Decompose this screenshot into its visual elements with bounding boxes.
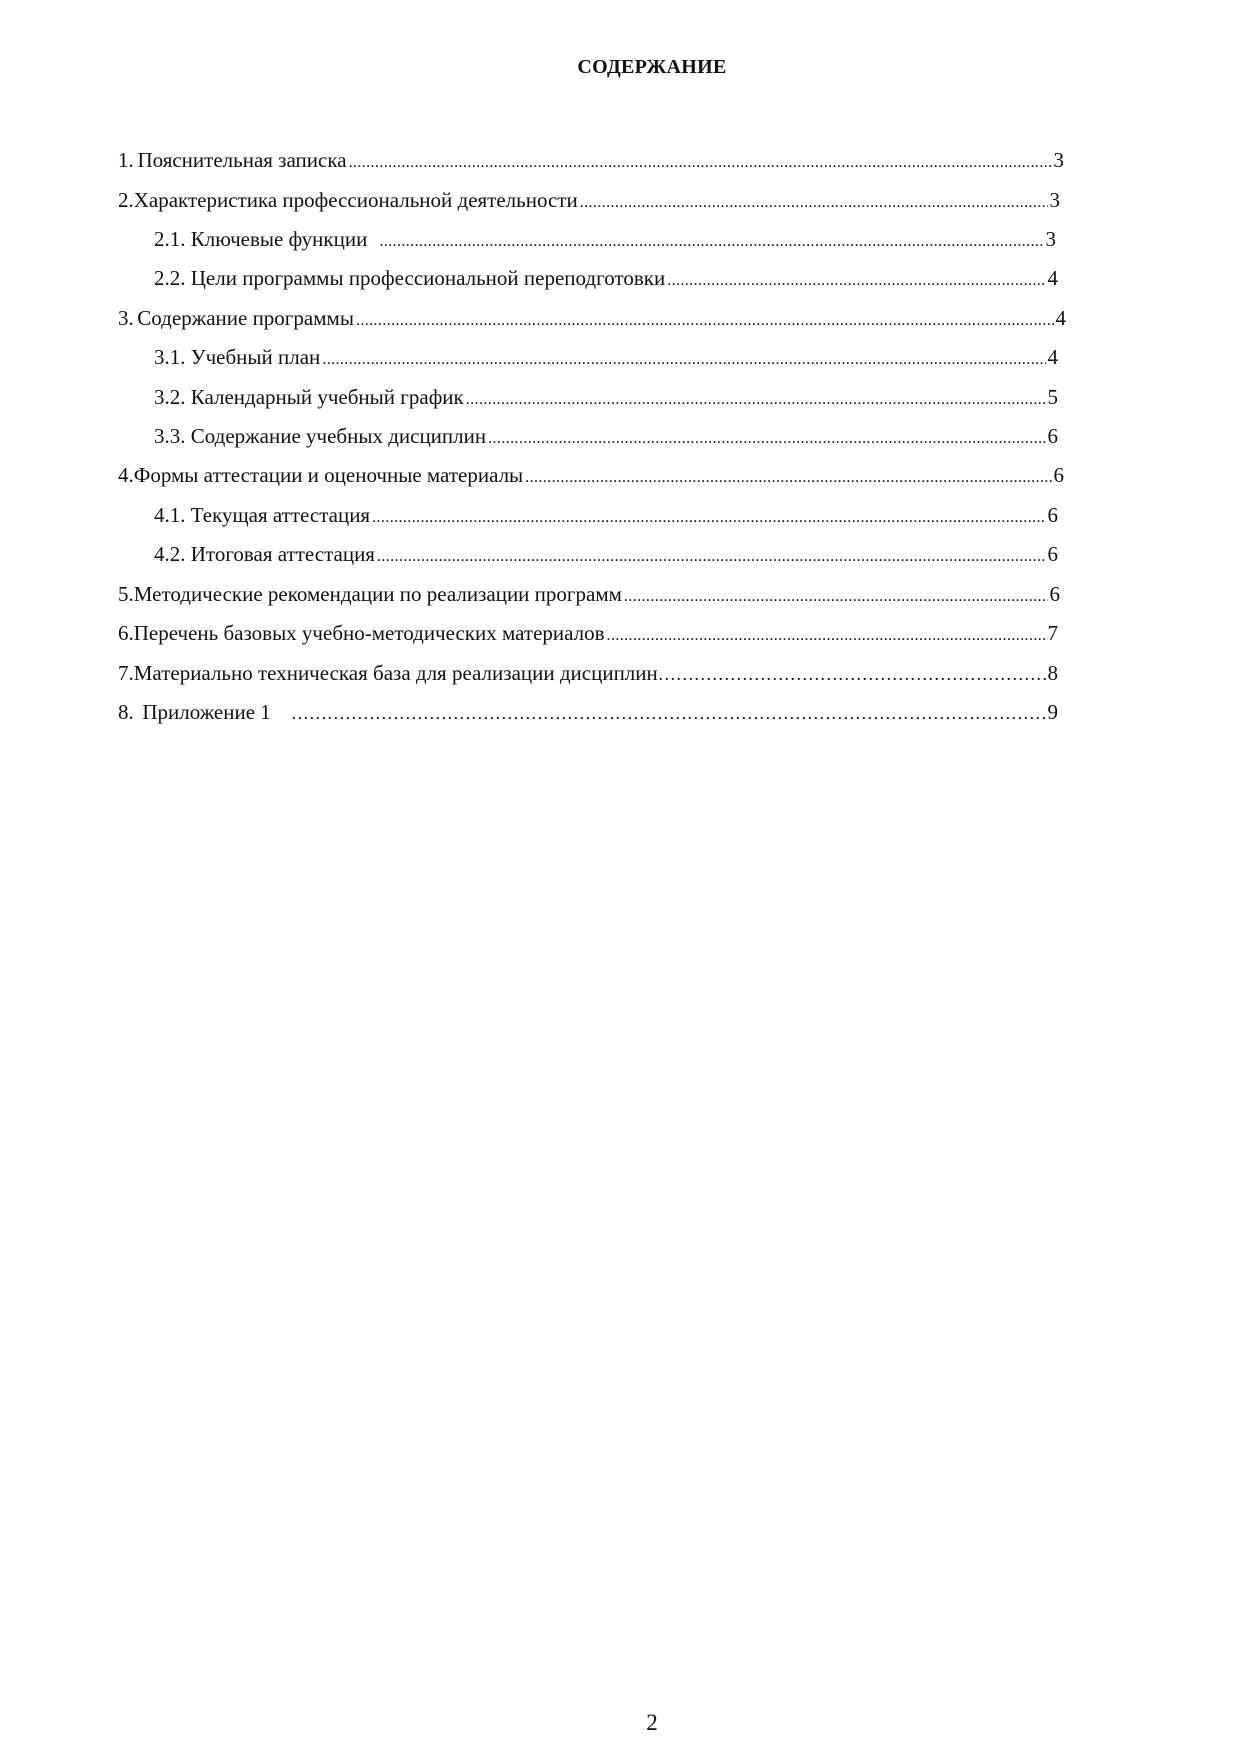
toc-entry-page: 7: [1047, 621, 1058, 645]
toc-entry-number: 3.: [118, 306, 134, 330]
toc-leader-dots: [624, 581, 1048, 610]
toc-entry[interactable]: [154, 423, 1058, 452]
toc-entry-page: 8: [1047, 661, 1058, 685]
toc-entry[interactable]: [118, 581, 1060, 610]
toc-entry-title: 3.1. Учебный план: [154, 345, 321, 369]
toc-entry-title: 3.3. Содержание учебных дисциплин: [154, 424, 487, 448]
toc-leader-dots: [356, 305, 1054, 334]
toc-leader-dots: [525, 462, 1051, 491]
toc-entry-page: 6: [1047, 503, 1058, 527]
toc-entry[interactable]: [118, 699, 1058, 726]
toc-entry-page: 4: [1055, 306, 1066, 330]
toc-entry-title: 2.2. Цели программы профессиональной переподготовки: [154, 266, 666, 290]
toc-entry-number: 4.: [118, 463, 134, 487]
toc-entry-title: Методические рекомендации по реализации программ: [133, 582, 622, 606]
toc-entry-page: 6: [1047, 424, 1058, 448]
toc-leader-dots: [379, 226, 1043, 255]
toc-entry-title: 4.1. Текущая аттестация: [154, 503, 371, 527]
toc-entry-number: 7.: [118, 661, 134, 685]
toc-entry[interactable]: [154, 502, 1058, 531]
toc-entry-title: Содержание программы: [137, 306, 354, 330]
toc-entry-title: Перечень базовых учебно-методических материалов: [133, 621, 605, 645]
toc-leader-dots: [372, 502, 1045, 531]
table-of-contents: [0, 0, 1241, 760]
toc-leader-dots: [658, 660, 1046, 687]
toc-entry-title: Материально техническая база для реализации дисциплин: [133, 661, 658, 685]
toc-entry[interactable]: [154, 226, 1056, 255]
toc-leader-dots: [322, 344, 1045, 373]
toc-entry[interactable]: [118, 305, 1066, 334]
toc-leader-dots: [607, 620, 1046, 649]
toc-entry-number: 1.: [118, 148, 134, 172]
toc-entry-page: 4: [1047, 266, 1058, 290]
toc-entry-title: 3.2. Календарный учебный график: [154, 385, 464, 409]
toc-leader-dots: [349, 147, 1052, 176]
document-title: СОДЕРЖАНИЕ: [577, 56, 727, 78]
toc-leader-dots: [466, 384, 1046, 413]
toc-entry-page: 3: [1053, 148, 1064, 172]
toc-entry-title: Приложение 1: [142, 700, 271, 724]
toc-entry[interactable]: [118, 660, 1058, 687]
toc-leader-dots: [291, 699, 1046, 726]
toc-leader-dots: [580, 187, 1048, 216]
toc-entry-page: 3: [1045, 227, 1056, 251]
toc-entry-title: Пояснительная записка: [137, 148, 347, 172]
toc-entry-number: 5.: [118, 582, 134, 606]
page-number: 2: [646, 1710, 658, 1735]
toc-entry[interactable]: [154, 384, 1058, 413]
toc-leader-dots: [667, 265, 1045, 294]
toc-entry-page: 3: [1049, 188, 1060, 212]
toc-entry-number: 6.: [118, 621, 134, 645]
toc-entry-title: Характеристика профессиональной деятельности: [133, 188, 578, 212]
toc-entry-number: 2.: [118, 188, 134, 212]
toc-leader-dots: [377, 541, 1046, 570]
toc-entry[interactable]: [118, 187, 1060, 216]
toc-entry-page: 5: [1047, 385, 1058, 409]
toc-entry-title: 4.2. Итоговая аттестация: [154, 542, 375, 566]
toc-entry-title: 2.1. Ключевые функции: [154, 227, 368, 251]
toc-entry[interactable]: [118, 462, 1064, 491]
toc-entry[interactable]: [118, 147, 1064, 176]
toc-entry-title: Формы аттестации и оценочные материалы: [133, 463, 524, 487]
toc-entry-page: 6: [1049, 582, 1060, 606]
toc-entry[interactable]: [154, 265, 1058, 294]
toc-entry-page: 9: [1047, 700, 1058, 724]
toc-entry-number: 8.: [118, 700, 134, 724]
toc-entry-page: 6: [1053, 463, 1064, 487]
toc-entry-page: 4: [1047, 345, 1058, 369]
toc-leader-dots: [488, 423, 1045, 452]
toc-entry[interactable]: [118, 620, 1058, 649]
toc-entry-page: 6: [1047, 542, 1058, 566]
toc-entry[interactable]: [154, 541, 1058, 570]
toc-entry[interactable]: [154, 344, 1058, 373]
